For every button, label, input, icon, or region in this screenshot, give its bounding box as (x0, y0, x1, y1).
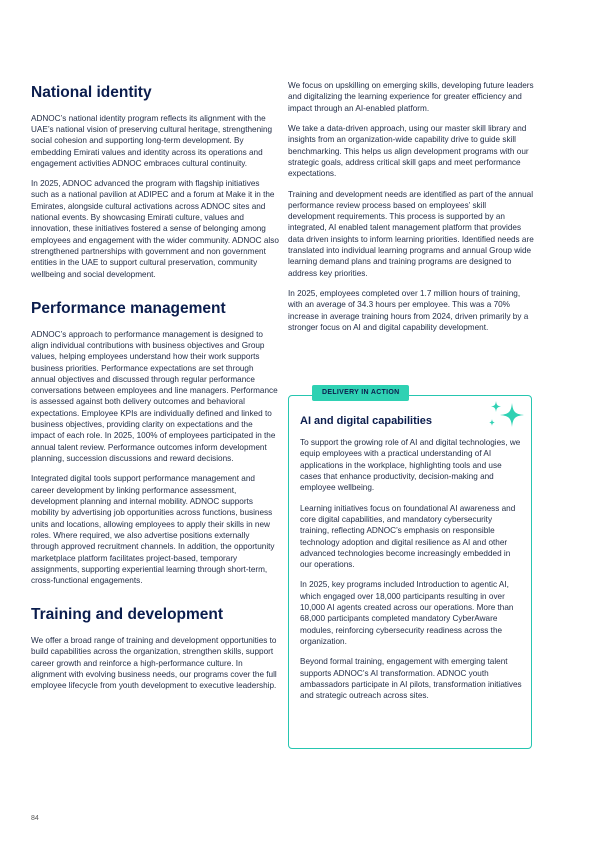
paragraph: In 2025, employees completed over 1.7 million hours of training, with an average of 34.3 hours per employee. This was a 70% increase in average training hours from 2024, driven primarily by a stronger focus on AI and digital capability development. (288, 289, 529, 332)
callout-title: AI and digital capabilities (300, 415, 433, 427)
left-column (31, 84, 279, 706)
delivery-in-action-callout (288, 385, 534, 750)
callout-tag: DELIVERY IN ACTION (312, 385, 409, 401)
section-training-development (31, 606, 279, 691)
section-national-identity (31, 84, 279, 280)
paragraph: Training and development needs are identified as part of the annual performance review process based on employees’ skill development requirements. This process is supported by an integrated, AI enabled talent management platform that provides data driven insights to inform learning priorities. Identified needs are translated into individual learning programs and annual Group wide learning demand plans and training programs are designed to address key priorities. (288, 189, 534, 278)
paragraph: ADNOC’s national identity program reflects its alignment with the UAE’s national vision of preserving cultural heritage, strengthening social cohesion and supporting long-term development. By embedding Emirati values and identity across its operations and engagement activities ADNOC embraces cultural continuity. (31, 113, 273, 168)
right-column (288, 80, 534, 342)
paragraph: Learning initiatives focus on foundational AI awareness and core digital capabilities, and mandatory cybersecurity training, reflecting ADNOC’s emphasis on responsible technology adoption and digital resilience as AI and other advanced technologies become increasingly embedded in our operations. (300, 503, 516, 570)
paragraph: Beyond formal training, engagement with emerging talent supports ADNOC’s AI transformation. ADNOC youth ambassadors participate in AI pilots, transformation initiatives and strategic outreach across sites. (300, 657, 522, 701)
paragraph: To support the growing role of AI and digital technologies, we equip employees with a practical understanding of AI applications in the workplace, highlighting tools and use cases that enhance productivity, decision-making and employee wellbeing. (300, 438, 521, 493)
paragraph: We offer a broad range of training and development opportunities to build capabilities across the organization, strengthen skills, support career growth and reinforce a high-performance culture. In alignment with evolving business needs, our programs cover the full employee lifecycle from youth development to executive leadership. (31, 636, 277, 691)
page-number: 84 (31, 815, 39, 822)
paragraph: Integrated digital tools support performance management and career development by linking performance assessment, development planning and internal mobility. ADNOC supports mobility by advertising job opportunities across functions, business units and locations, allowing employees to apply their skills in new roles. Where required, we also advertise positions externally through approved recruitment channels. In addition, the opportunity marketplace platform facilitates project-based, temporary assignments, supporting experiential learning through short-term, cross-functional engagements. (31, 474, 275, 586)
section-performance-management (31, 300, 279, 586)
paragraph: ADNOC’s approach to performance management is designed to align individual contributions with business objectives and Group values, helping employees understand how their work supports business priorities. Performance expectations are set through annual objectives and discussed through regular performance conversations between employees and line managers. Performance is assessed against both delivery outcomes and behavioral expectations. Employee KPIs are individually defined and linked to business objectives, providing clarity on expectations and the impact of each role. In 2025, 100% of employees participated in the annual talent review. Performance outcomes inform development planning, succession discussions and reward decisions. (31, 329, 278, 463)
paragraph: We focus on upskilling on emerging skills, developing future leaders and digitalizing the learning experience for greater efficiency and impact through an AI-enabled platform. (288, 81, 534, 113)
paragraph: In 2025, key programs included Introduction to agentic AI, which engaged over 18,000 participants resulting in over 10,000 AI agents created across our operations. More than 68,000 participants completed mandatory CyberAware modules, reinforcing cybersecurity readiness across the organization. (300, 580, 514, 646)
heading-national-identity: National identity (31, 84, 152, 101)
paragraph: In 2025, ADNOC advanced the program with flagship initiatives such as a national pavilion at ADIPEC and a forum at Make it in the Emirates, alongside cultural activations across ADNOC sites and national events. By showcasing Emirati culture, values and innovation, these initiatives fostered a sense of belonging among employees and engagement with the wider community. ADNOC also strengthened partnerships with government and non government entities in the UAE to support cultural preservation, community wellbeing and social development. (31, 179, 279, 279)
callout-content (300, 415, 522, 711)
heading-performance-management: Performance management (31, 299, 226, 317)
paragraph: We take a data-driven approach, using our master skill library and insights from an organization-wide capability drive to guide skill benchmarking. This helps us align development programs with our strategic goals, address critical skill gaps and meet performance expectations. (288, 123, 529, 179)
heading-training-development: Training and development (31, 606, 224, 624)
